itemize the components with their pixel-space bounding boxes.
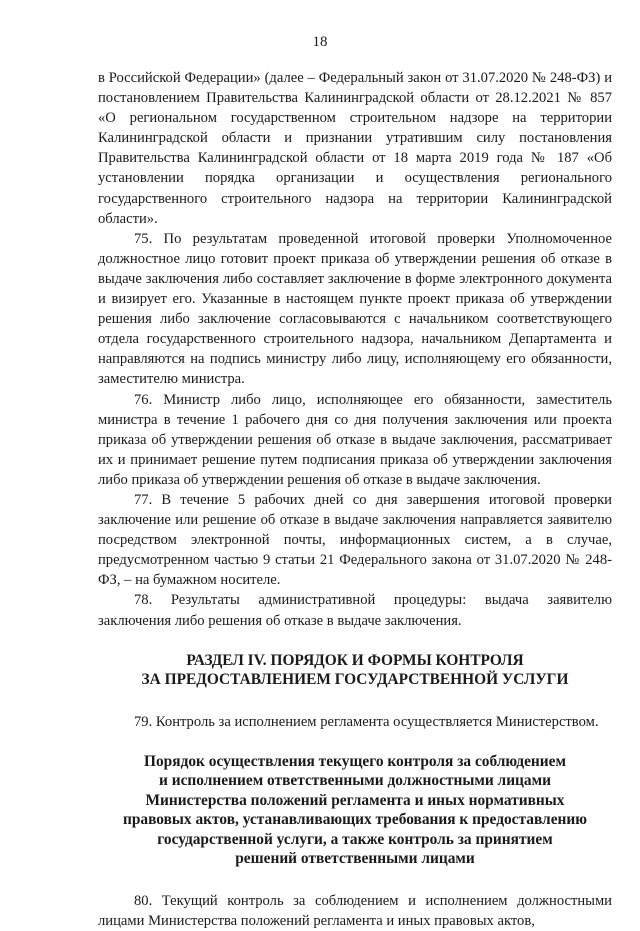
subsection-heading-line: Порядок осуществления текущего контроля за соблюдением [144, 752, 566, 770]
paragraph-75: 75. По результатам проведенной итоговой проверки Уполномоченное должностное лицо готовит проект приказа об утверждении решения об отказе в выдаче заключения либо составляет заключение в форме электронного документа и визирует его. Указанные в настоящем пункте проект приказа об утверждении решения либо заключение согласовываются с начальником соответствующего отдела государственного строительного надзора, начальником Департамента и направляются на подпись министру либо лицу, исполняющему его обязанности, заместителю министра. [98, 230, 612, 388]
paragraph-80: 80. Текущий контроль за соблюдением и исполнением должностными лицами Министерства положений регламента и иных правовых актов, [98, 892, 612, 929]
paragraph-76: 76. Министр либо лицо, исполняющее его обязанности, заместитель министра в течение 1 рабочего дня со дня получения заключения или проекта приказа об утверждении решения об отказе в выдаче заключения, рассматривает их и принимает решение путем подписания приказа об утверждении заключения либо приказа об утверждении решения об отказе в выдаче заключения. [98, 391, 612, 488]
paragraph-78: 78. Результаты административной процедуры: выдача заявителю заключения либо решения об отказе в выдаче заключения. [98, 592, 612, 629]
subsection-heading-line: государственной услуги, а также контроль за принятием [157, 830, 553, 848]
section-heading [98, 651, 612, 690]
paragraph-77: 77. В течение 5 рабочих дней со дня завершения итоговой проверки заключение или решение об отказе в выдаче заключения направляется заявителю посредством электронной почты, информационных систем, а в случае, предусмотренном частью 9 статьи 21 Федерального закона от 31.07.2020 № 248-ФЗ, – на бумажном носителе. [98, 491, 612, 589]
page-number: 18 [312, 34, 328, 50]
subsection-heading-line: решений ответственными лицами [235, 850, 475, 868]
subsection-heading-line: правовых актов, устанавливающих требования к предоставлению [122, 811, 588, 829]
section-heading-line-2: ЗА ПРЕДОСТАВЛЕНИЕМ ГОСУДАРСТВЕННОЙ УСЛУГИ [141, 671, 569, 689]
subsection-heading-line: и исполнением ответственными должностными лицами [159, 772, 551, 790]
paragraph-continuation: в Российской Федерации» (далее – Федеральный закон от 31.07.2020 № 248-ФЗ) и постановлением Правительства Калининградской области от 28.12.2021 № 857 «О региональном государственном строительном надзоре на территории Калининградской области и признании утратившим силу постановления Правительства Калининградской области от 18 марта 2019 года № 187 «Об установлении порядка организации и осуществления регионального государственного строительного надзора на территории Калининградской области». [98, 70, 612, 227]
subsection-heading [98, 752, 612, 869]
section-heading-line-1: РАЗДЕЛ IV. ПОРЯДОК И ФОРМЫ КОНТРОЛЯ [186, 651, 524, 669]
paragraph-79: 79. Контроль за исполнением регламента осуществляется Министерством. [134, 713, 599, 730]
document-body [98, 68, 612, 931]
subsection-heading-line: Министерства положений регламента и иных нормативных [145, 791, 565, 809]
